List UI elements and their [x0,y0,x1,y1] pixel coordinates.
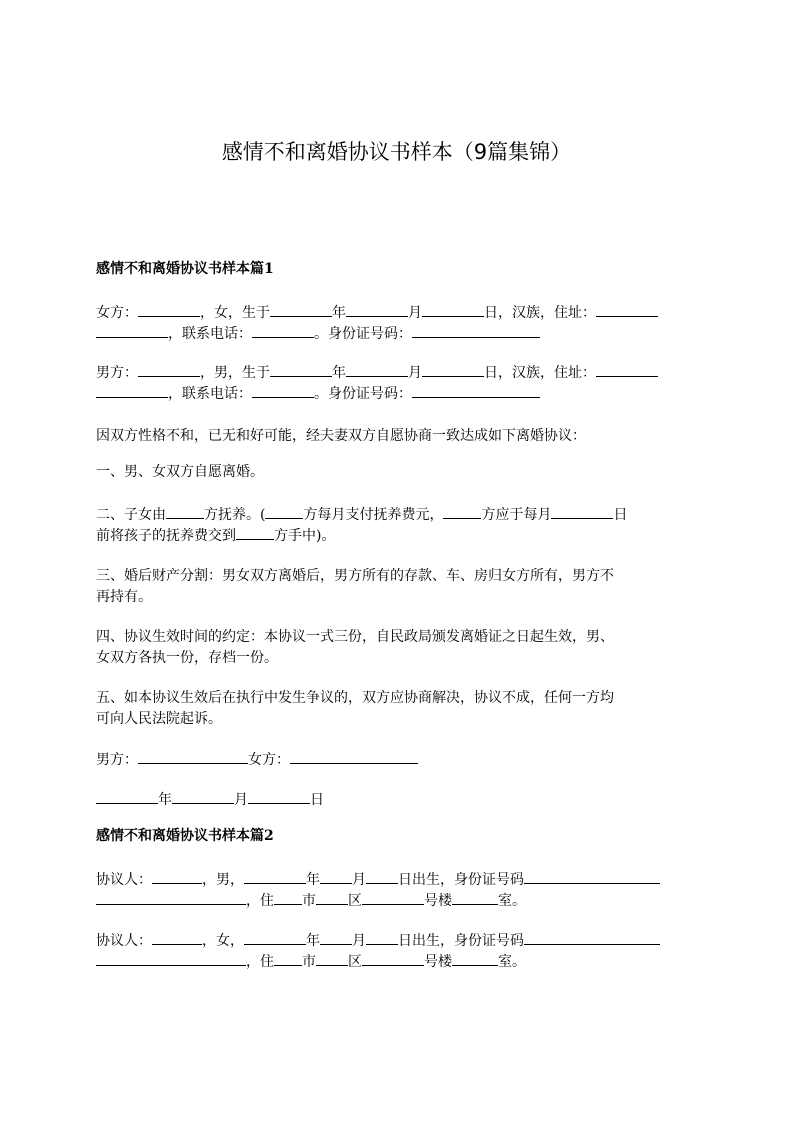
party1-room-text: 室。 [498,893,526,909]
male-address-blank[interactable] [596,362,658,377]
party2-id-blank-2[interactable] [96,951,246,966]
party2-label: 协议人： [96,933,152,949]
payer-party-blank[interactable] [265,504,303,519]
custody-party-blank[interactable] [166,504,204,519]
party1-month-text: 月 [352,872,366,888]
male-id-text: 。身份证号码： [314,386,412,402]
male-name-blank[interactable] [138,362,200,377]
party2-district-text: 区 [348,954,362,970]
female-label: 女方： [96,305,138,321]
party2-room-blank[interactable] [452,951,498,966]
clause-2-text-c: 方每月支付抚养费元， [303,507,444,523]
female-month-blank[interactable] [422,302,484,317]
female-id-blank[interactable] [412,323,540,338]
sign-day-text: 日 [310,792,324,808]
sign-day-blank[interactable] [248,789,310,804]
clause-1: 一、男、女双方自愿离婚。 [96,464,264,480]
female-year-text: 年 [332,305,346,321]
clause-4-line1: 四、协议生效时间的约定：本协议一式三份，自民政局颁发离婚证之日起生效，男、 [96,629,614,645]
party1-city-blank[interactable] [274,890,302,905]
party2-id-blank[interactable] [524,930,660,945]
party1-building-text: 号楼 [424,893,452,909]
party1-city-text: 市 [302,893,316,909]
party1-name-blank[interactable] [152,869,202,884]
female-year-blank[interactable] [346,302,408,317]
party2-district-blank[interactable] [316,951,348,966]
party1-live-text: ，住 [246,893,274,909]
party2-born-text: 日出生，身份证号码 [398,933,524,949]
male-month-blank[interactable] [422,362,484,377]
party1-district-text: 区 [348,893,362,909]
party2-gender-text: ，女， [202,933,244,949]
male-signature-blank[interactable] [138,749,248,764]
clause-2-line1 [96,504,627,525]
party1-label: 协议人： [96,872,152,888]
party1-id-blank[interactable] [524,869,660,884]
clause-2-text-e: 日 [613,507,628,523]
intro-paragraph: 因双方性格不和，已无和好可能，经夫妻双方自愿协商一致达成如下离婚协议： [96,428,586,444]
clause-2-line2 [96,525,335,546]
sign-month-text: 月 [234,792,248,808]
male-year-blank[interactable] [346,362,408,377]
female-name-blank[interactable] [138,302,200,317]
clause-2-text-b: 方抚养。( [204,507,266,523]
male-birth-blank[interactable] [270,362,332,377]
male-id-blank[interactable] [412,383,540,398]
party2-name-blank[interactable] [152,930,202,945]
female-address-text: 日，汉族，住址： [484,305,596,321]
party2-month-blank[interactable] [320,930,352,945]
female-phone-text: ，联系电话： [168,326,252,342]
document-title: 感情不和离婚协议书样本（9篇集锦） [221,140,572,164]
sign-year-blank[interactable] [96,789,158,804]
party1-year-text: 年 [306,872,320,888]
party2-live-text: ，住 [246,954,274,970]
male-phone-blank[interactable] [252,383,314,398]
clause-2-text-d: 方应于每月 [481,507,552,523]
clause-5-line2: 可向人民法院起诉。 [96,711,222,727]
clause-3-line1: 三、婚后财产分割：男女双方离婚后，男方所有的存款、车、房归女方所有，男方不 [96,568,614,584]
male-info-line2 [96,383,540,404]
female-address-blank[interactable] [596,302,658,317]
clause-4-line2: 女双方各执一份，存档一份。 [96,650,278,666]
party1-year-blank[interactable] [244,869,306,884]
party2-building-text: 号楼 [424,954,452,970]
party1-id-blank-2[interactable] [96,890,246,905]
clause-2-text-a: 二、子女由 [96,507,166,523]
clause-2-text-g: 方手中)。 [274,528,336,544]
female-signature-blank[interactable] [290,749,418,764]
payment-day-blank[interactable] [551,504,613,519]
female-info-line1 [96,302,658,323]
male-label: 男方： [96,365,138,381]
female-info-line2 [96,323,540,344]
party1-room-blank[interactable] [452,890,498,905]
party2-year-blank[interactable] [244,930,306,945]
party2-city-blank[interactable] [274,951,302,966]
party1-month-blank[interactable] [320,869,352,884]
party1-day-blank[interactable] [366,869,398,884]
male-year-text: 年 [332,365,346,381]
male-sign-label: 男方： [96,752,138,768]
party1-line2 [96,890,526,911]
female-month-text: 月 [408,305,422,321]
party2-line2 [96,951,526,972]
male-info-line1 [96,362,658,383]
section2-heading: 感情不和离婚协议书样本篇2 [96,828,274,844]
party1-district-blank[interactable] [316,890,348,905]
party2-line1 [96,930,660,951]
party2-room-text: 室。 [498,954,526,970]
party2-month-text: 月 [352,933,366,949]
party2-day-blank[interactable] [366,930,398,945]
payer-party-blank-2[interactable] [443,504,481,519]
party2-year-text: 年 [306,933,320,949]
sign-month-blank[interactable] [172,789,234,804]
party1-line1 [96,869,660,890]
female-birth-blank[interactable] [270,302,332,317]
female-phone-blank[interactable] [252,323,314,338]
party2-city-text: 市 [302,954,316,970]
male-address-blank-2[interactable] [96,383,168,398]
clause-2-text-f: 前将孩子的抚养费交到 [96,528,236,544]
male-address-text: 日，汉族，住址： [484,365,596,381]
recipient-party-blank[interactable] [236,525,274,540]
male-gender-text: ，男，生于 [200,365,270,381]
party1-building-blank[interactable] [362,890,424,905]
clause-3-line2: 再持有。 [96,589,152,605]
female-address-blank-2[interactable] [96,323,168,338]
signature-line [96,749,418,770]
male-month-text: 月 [408,365,422,381]
clause-5-line1: 五、如本协议生效后在执行中发生争议的，双方应协商解决，协议不成，任何一方均 [96,690,614,706]
section1-heading: 感情不和离婚协议书样本篇1 [96,261,274,277]
party1-gender-text: ，男， [202,872,244,888]
date-line [96,789,324,810]
party2-building-blank[interactable] [362,951,424,966]
female-id-text: 。身份证号码： [314,326,412,342]
female-gender-text: ，女，生于 [200,305,270,321]
female-sign-label: 女方： [248,752,290,768]
male-phone-text: ，联系电话： [168,386,252,402]
sign-year-text: 年 [158,792,172,808]
party1-born-text: 日出生，身份证号码 [398,872,524,888]
